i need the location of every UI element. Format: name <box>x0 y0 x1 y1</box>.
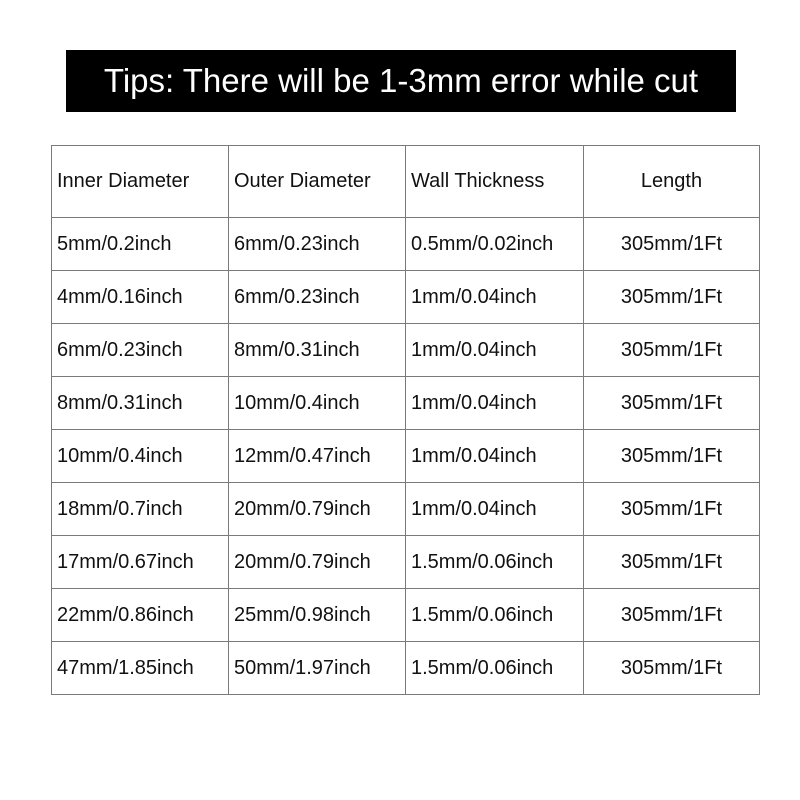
cell-wall-thickness: 1mm/0.04inch <box>406 271 584 324</box>
tips-banner <box>66 50 736 112</box>
cell-length: 305mm/1Ft <box>584 536 760 589</box>
header-length: Length <box>584 146 760 218</box>
cell-outer-diameter: 25mm/0.98inch <box>229 589 406 642</box>
cell-wall-thickness: 1.5mm/0.06inch <box>406 536 584 589</box>
cell-length: 305mm/1Ft <box>584 377 760 430</box>
cell-outer-diameter: 20mm/0.79inch <box>229 483 406 536</box>
cell-inner-diameter: 5mm/0.2inch <box>52 218 229 271</box>
header-inner-diameter: Inner Diameter <box>52 146 229 218</box>
cell-wall-thickness: 0.5mm/0.02inch <box>406 218 584 271</box>
cell-inner-diameter: 22mm/0.86inch <box>52 589 229 642</box>
cell-length: 305mm/1Ft <box>584 324 760 377</box>
cell-outer-diameter: 6mm/0.23inch <box>229 218 406 271</box>
cell-length: 305mm/1Ft <box>584 271 760 324</box>
cell-length: 305mm/1Ft <box>584 589 760 642</box>
cell-inner-diameter: 10mm/0.4inch <box>52 430 229 483</box>
tips-text: Tips: There will be 1-3mm error while cut <box>103 62 699 99</box>
cell-outer-diameter: 50mm/1.97inch <box>229 642 406 695</box>
cell-wall-thickness: 1.5mm/0.06inch <box>406 642 584 695</box>
cell-inner-diameter: 6mm/0.23inch <box>52 324 229 377</box>
cell-outer-diameter: 10mm/0.4inch <box>229 377 406 430</box>
size-spec-table <box>51 145 760 695</box>
cell-outer-diameter: 8mm/0.31inch <box>229 324 406 377</box>
cell-outer-diameter: 6mm/0.23inch <box>229 271 406 324</box>
table-row <box>52 218 760 271</box>
cell-wall-thickness: 1mm/0.04inch <box>406 324 584 377</box>
cell-wall-thickness: 1.5mm/0.06inch <box>406 589 584 642</box>
cell-inner-diameter: 47mm/1.85inch <box>52 642 229 695</box>
cell-inner-diameter: 8mm/0.31inch <box>52 377 229 430</box>
cell-length: 305mm/1Ft <box>584 430 760 483</box>
header-wall-thickness: Wall Thickness <box>406 146 584 218</box>
cell-outer-diameter: 12mm/0.47inch <box>229 430 406 483</box>
table-row <box>52 589 760 642</box>
table-header-row <box>52 146 760 218</box>
table-row <box>52 430 760 483</box>
table-row <box>52 483 760 536</box>
cell-inner-diameter: 18mm/0.7inch <box>52 483 229 536</box>
cell-length: 305mm/1Ft <box>584 642 760 695</box>
cell-wall-thickness: 1mm/0.04inch <box>406 430 584 483</box>
cell-wall-thickness: 1mm/0.04inch <box>406 377 584 430</box>
cell-length: 305mm/1Ft <box>584 483 760 536</box>
cell-length: 305mm/1Ft <box>584 218 760 271</box>
cell-inner-diameter: 4mm/0.16inch <box>52 271 229 324</box>
cell-outer-diameter: 20mm/0.79inch <box>229 536 406 589</box>
table-row <box>52 642 760 695</box>
table-row <box>52 324 760 377</box>
cell-wall-thickness: 1mm/0.04inch <box>406 483 584 536</box>
table-row <box>52 377 760 430</box>
table-row <box>52 536 760 589</box>
cell-inner-diameter: 17mm/0.67inch <box>52 536 229 589</box>
table-row <box>52 271 760 324</box>
header-outer-diameter: Outer Diameter <box>229 146 406 218</box>
